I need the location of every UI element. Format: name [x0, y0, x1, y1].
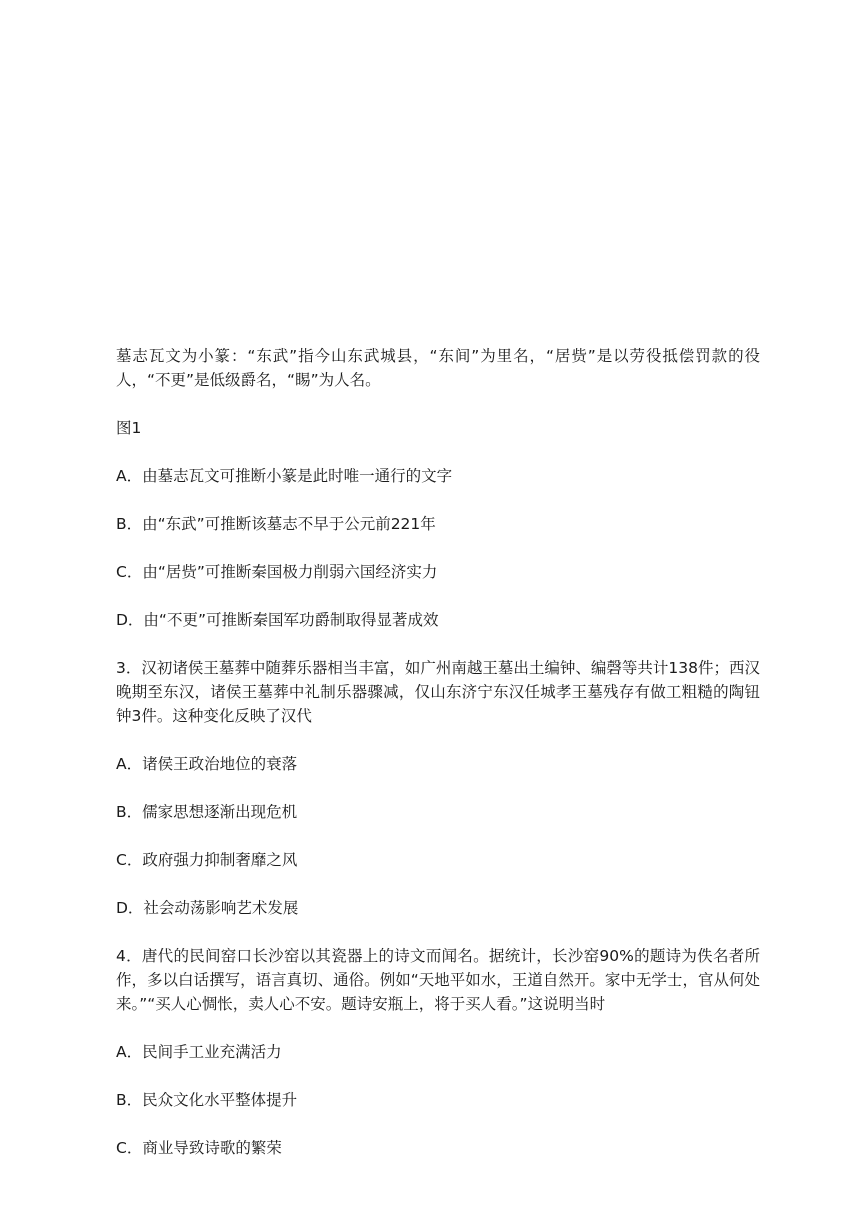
q2-option-a: A．由墓志瓦文可推断小篆是此时唯一通行的文字 [116, 467, 453, 485]
q2-option-d: D．由“不更”可推断秦国军功爵制取得显著成效 [116, 611, 439, 629]
q4-option-c: C．商业导致诗歌的繁荣 [116, 1139, 282, 1157]
q4-option-a: A．民间手工业充满活力 [116, 1043, 282, 1061]
q2-intro-text: 墓志瓦文为小篆：“东武”指今山东武城县，“东间”为里名，“居赀”是以劳役抵偿罚款的役人，“不更”是低级爵名，“睗”为人名。 [116, 347, 760, 389]
q2-option-c: C．由“居赀”可推断秦国极力削弱六国经济实力 [116, 563, 438, 581]
document-content [116, 344, 760, 1184]
q4-option-b: B．民众文化水平整体提升 [116, 1091, 298, 1109]
q3-option-b: B．儒家思想逐渐出现危机 [116, 803, 298, 821]
q4-stem: 4．唐代的民间窑口长沙窑以其瓷器上的诗文而闻名。据统计，长沙窑90%的题诗为佚名者所作，多以白话撰写，语言真切、通俗。例如“天地平如水，王道自然开。家中无学士，官从何处来。”“买人心惆怅，卖人心不安。题诗安瓶上，将于买人看。”这说明当时 [116, 947, 760, 1013]
figure-label: 图1 [116, 419, 142, 437]
q3-option-d: D．社会动荡影响艺术发展 [116, 899, 299, 917]
q3-option-c: C．政府强力抑制奢靡之风 [116, 851, 298, 869]
q3-stem: 3．汉初诸侯王墓葬中随葬乐器相当丰富，如广州南越王墓出土编钟、编磬等共计138件；西汉晚期至东汉，诸侯王墓葬中礼制乐器骤减，仅山东济宁东汉任城孝王墓残存有做工粗糙的陶钮钟3件。这种变化反映了汉代 [116, 659, 760, 725]
q3-option-a: A．诸侯王政治地位的衰落 [116, 755, 298, 773]
q2-option-b: B．由“东武”可推断该墓志不早于公元前221年 [116, 515, 436, 533]
